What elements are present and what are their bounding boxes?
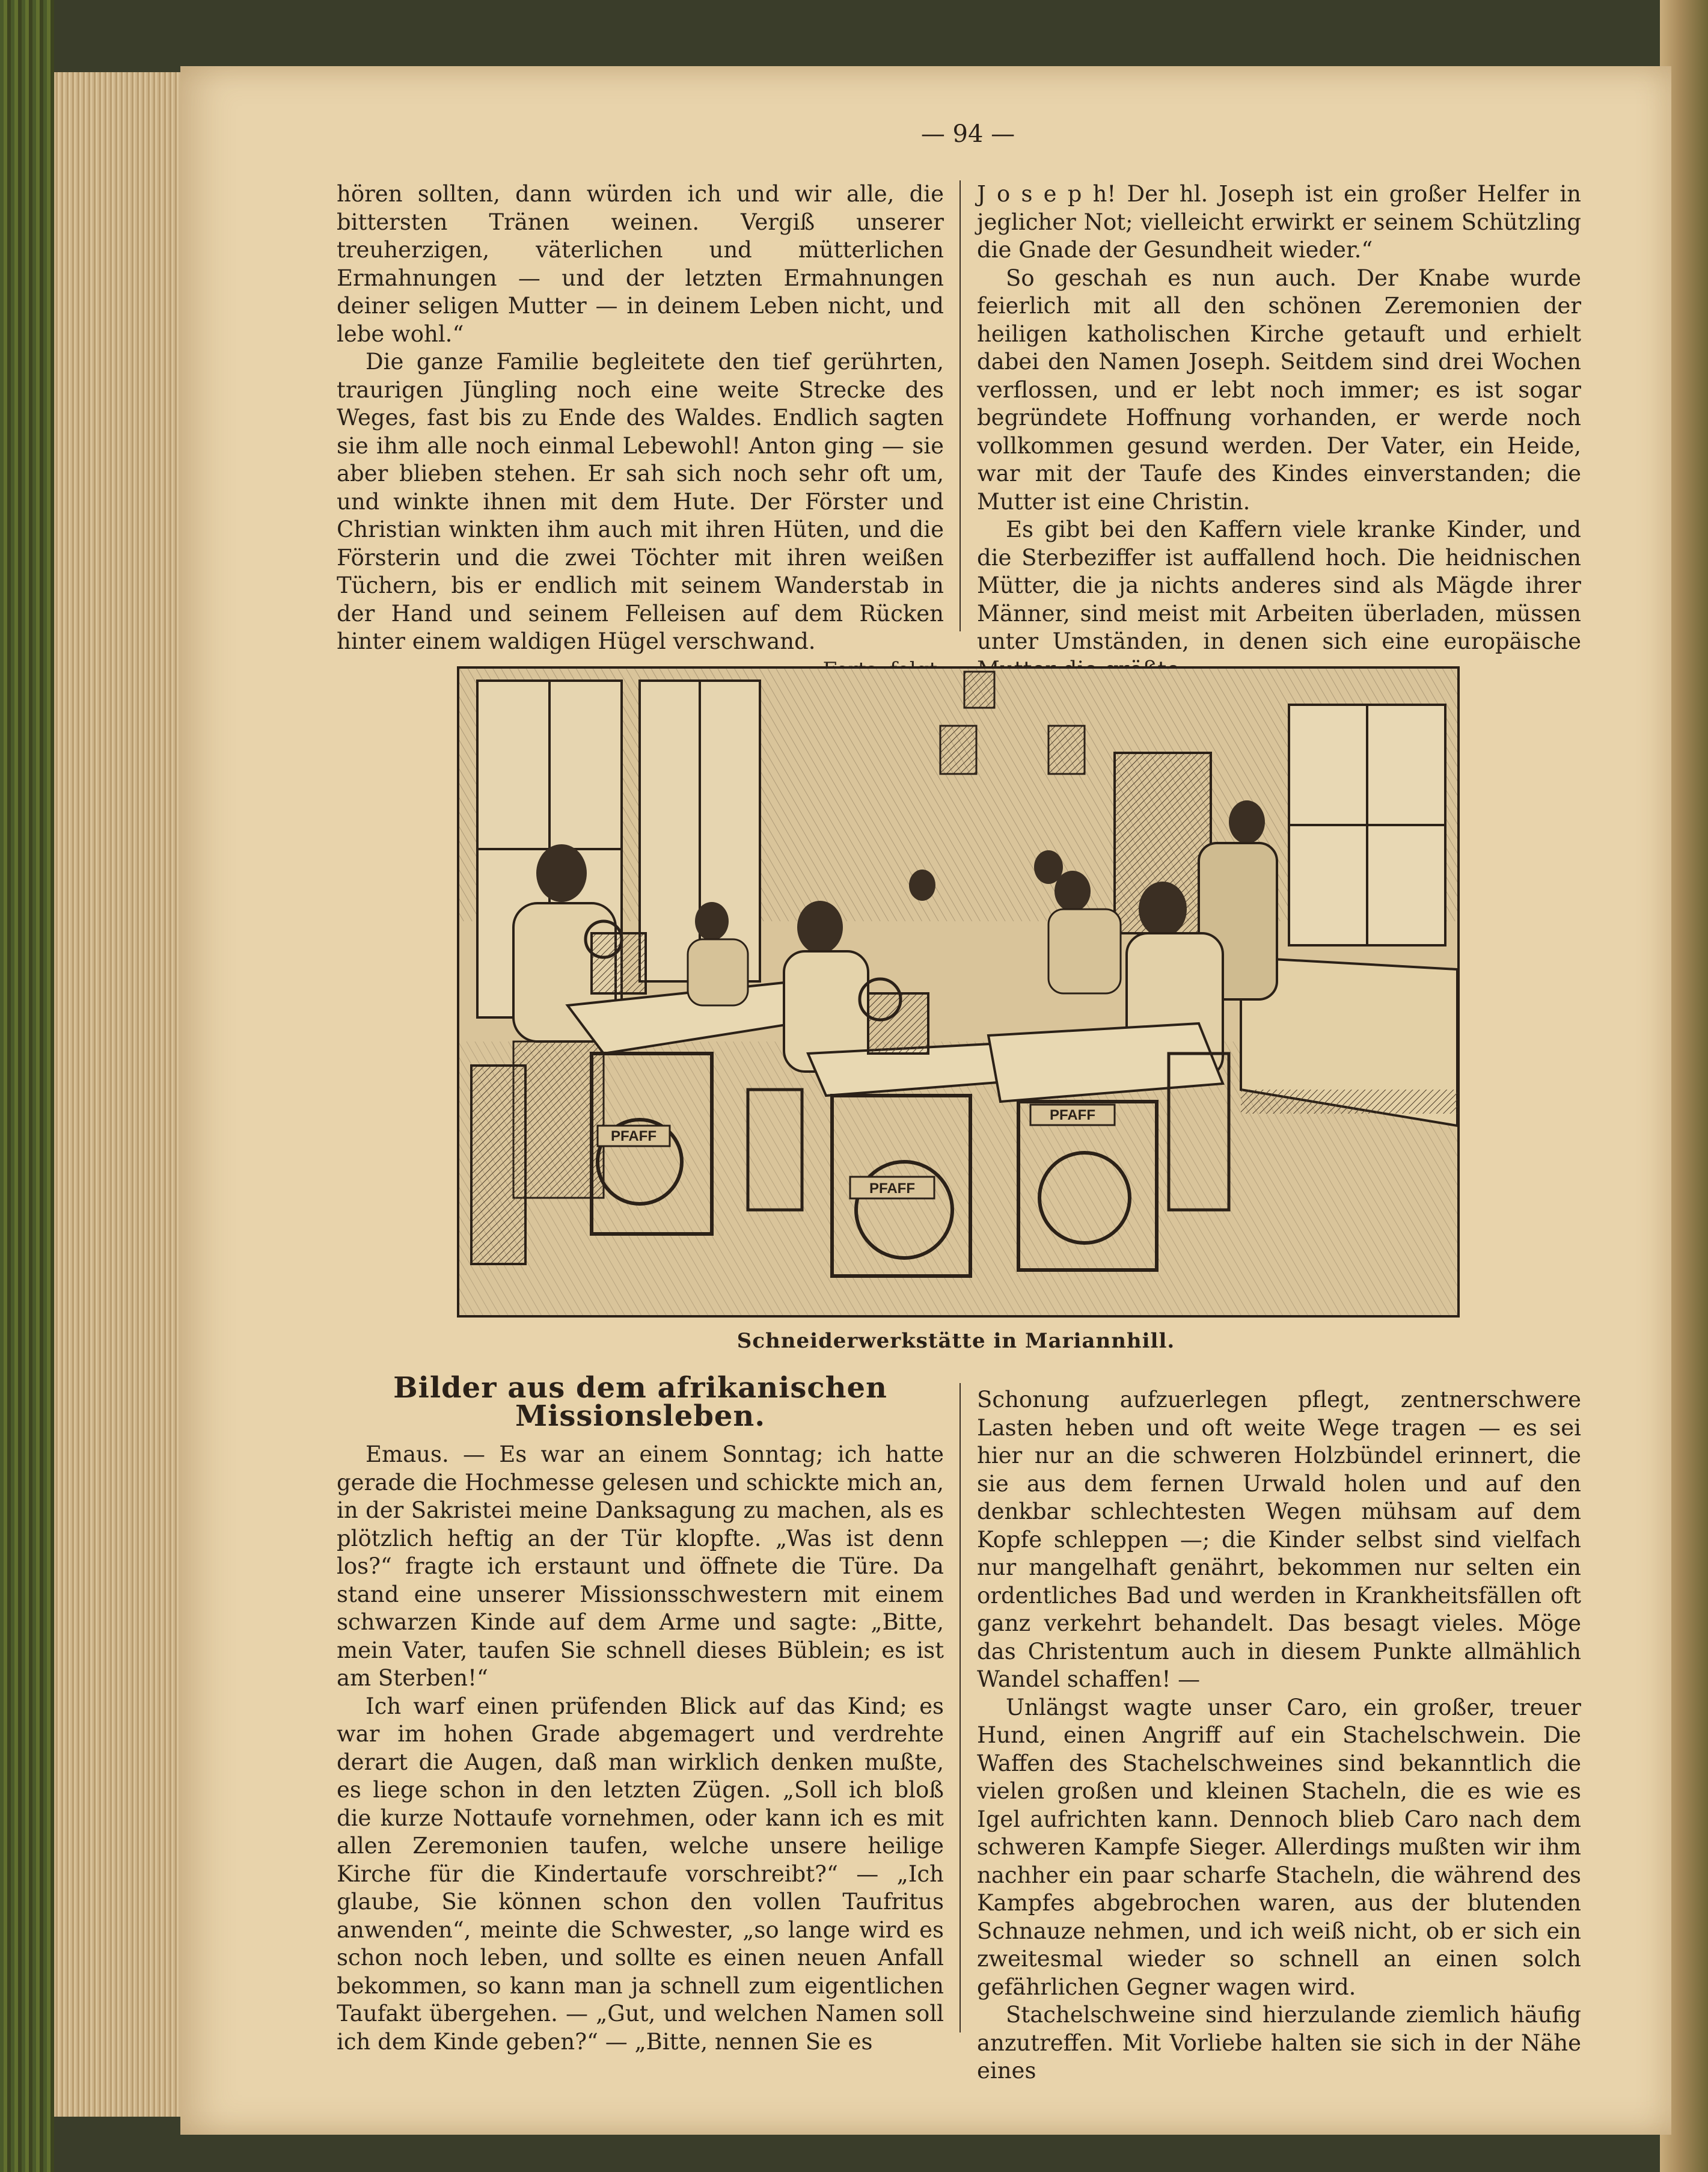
article-title: Bilder aus dem afrikanischen Missionsleben.: [393, 1371, 887, 1433]
paragraph: Es gibt bei den Kaffern viele kranke Kinder, und die Sterbeziffer ist auffallend hoch. Die heidnischen Mütter, die ja nichts anderes sind als Mägde ihrer Männer, sind meist mit Arbeiten überladen, müssen unter Umständen, in denen sich eine europäische: [977, 517, 1581, 654]
machine-label: PFAFF: [611, 1128, 657, 1144]
article-left-column: [337, 1371, 944, 2056]
paragraph: J o s e p h! Der hl. Joseph ist ein großer Helfer in jeglicher Not; vielleicht erwirkt er seinem Schützling die Gnade der Gesundheit wieder.“: [977, 181, 1581, 263]
column-divider: [960, 1383, 961, 2032]
page-number: — 94 —: [920, 120, 1015, 148]
top-right-column: [977, 180, 1581, 684]
paragraph: Schonung aufzuerlegen pflegt, zentnerschwere Lasten heben und oft weite Wege tragen — es sei hier nur an die schweren Holzbündel erinnert, die sie aus dem fernen Urwald holen und auf den denkbar schlechtesten Wegen mühsam auf dem Kopfe schleppen —; die Kinder selbst sind vielfach nur mangelhaft genährt, bekommen nur selten ein ordentliches Bad und werden in Krankheitsfällen oft ganz verkehrt behandelt. Das besagt vieles. Möge das Christentum auch in diesem Punkte allmählich Wandel schaffen! —: [977, 1387, 1581, 1692]
paragraph: Ich warf einen prüfenden Blick auf das Kind; es war im hohen Grade abgemagert und verdrehte derart die Augen, daß man wirklich denken mußte, es liege schon in den letzten Zügen. „Soll ich bloß die kurze Nottaufe vornehmen, oder kann ich es mit allen Zeremonien taufen, welche unsere heilige Kirche für die Kindertaufe vorschreibt?“ — „Ich glaube, Sie können schon den vollen Taufritus anwenden“, meinte die Schwester, „so lange wird es schon noch leben, und sollte es einen neuen Anfall bekommen, so kann man ja schnell zum eigentlichen Taufakt übergehen. — „Gut, und welchen Namen soll ich dem Kinde geben?“ — „Bitte, nennen Sie es: [337, 1693, 944, 2055]
paragraph: So geschah es nun auch. Der Knabe wurde feierlich mit all den schönen Zeremonien der heiligen katholischen Kirche getauft und erhielt dabei den Namen Joseph. Seitdem sind drei Wochen verflossen, und er lebt noch immer; es ist sogar begründete Hoffnung vorhanden, er werde noch vollkommen gesund werden. Der Vater, ein Heide, war mit der Taufe des Kindes einverstanden; die Mutter ist eine Christin.: [977, 265, 1581, 515]
column-divider: [960, 180, 961, 631]
paragraph: Unlängst wagte unser Caro, ein großer, treuer Hund, einen Angriff auf ein Stachelschwein. Die Waffen des Stachelschweines sind bekanntlich die vielen großen und kleinen Stacheln, die es wie es Igel aufrichten kann. Dennoch blieb Caro nach dem schweren Kampfe Sieger. Allerdings mußten wir ihm nachher ein paar scharfe Stacheln, die während des Kampfes abgebrochen waren, aus der blutenden Schnauze nehmen, und ich weiß nicht, ob er sich ein zweitesmal wieder so schnell an einen solch gefährlichen Gegner wagen wird.: [977, 1694, 1581, 2000]
article-right-column: [977, 1386, 1581, 2085]
machine-label: PFAFF: [869, 1180, 915, 1197]
paragraph: hören sollten, dann würden ich und wir alle, die bittersten Tränen weinen. Vergiß unserer treuherzigen, väterlichen und mütterlichen Ermahnungen — und der letzten Ermahnungen deiner seligen Mutter — in deinem Leben nicht, und lebe wohl.“: [337, 181, 944, 347]
paragraph: Emaus. — Es war an einem Sonntag; ich hatte gerade die Hochmesse gelesen und schickte mich an, in der Sakristei meine Danksagung zu machen, als es plötzlich heftig an der Tür klopfte. „Was ist denn los?“ fragte ich erstaunt und öffnete die Türe. Da stand eine unserer Missionsschwestern mit einem schwarzen Kinde auf dem Arme und sagte: „Bitte, mein Vater, taufen Sie schnell dieses Büblein; es ist am Sterben!“: [337, 1441, 944, 1691]
illustration-caption: Schneiderwerkstätte in Mariannhill.: [736, 1329, 1175, 1353]
paragraph: Stachelschweine sind hierzulande ziemlich häufig anzutreffen. Mit Vorliebe halten sie sich in der Nähe eines: [977, 2002, 1581, 2084]
paragraph: Die ganze Familie begleitete den tief gerührten, traurigen Jüngling noch eine weite Strecke des Weges, fast bis zu Ende des Waldes. Endlich sagten sie ihm alle noch einmal Lebewohl! Anton ging — sie aber blieben stehen. Er sah sich noch sehr oft um, und winkte ihnen mit dem Hute. Der Förster und Christian winkten ihm auch mit ihren Hüten, und die Försterin und die zwei Töchter mit ihren weißen Tüchern, bis er endlich mit seinem Wanderstab in der Hand und seinem Felleisen auf dem Rücken hinter einem waldigen Hügel verschwand.: [337, 349, 944, 654]
machine-label: PFAFF: [1050, 1107, 1095, 1123]
book-binding-edge: [0, 0, 54, 2172]
top-left-column: [337, 180, 944, 684]
tailor-workshop-illustration: [457, 666, 1460, 1318]
